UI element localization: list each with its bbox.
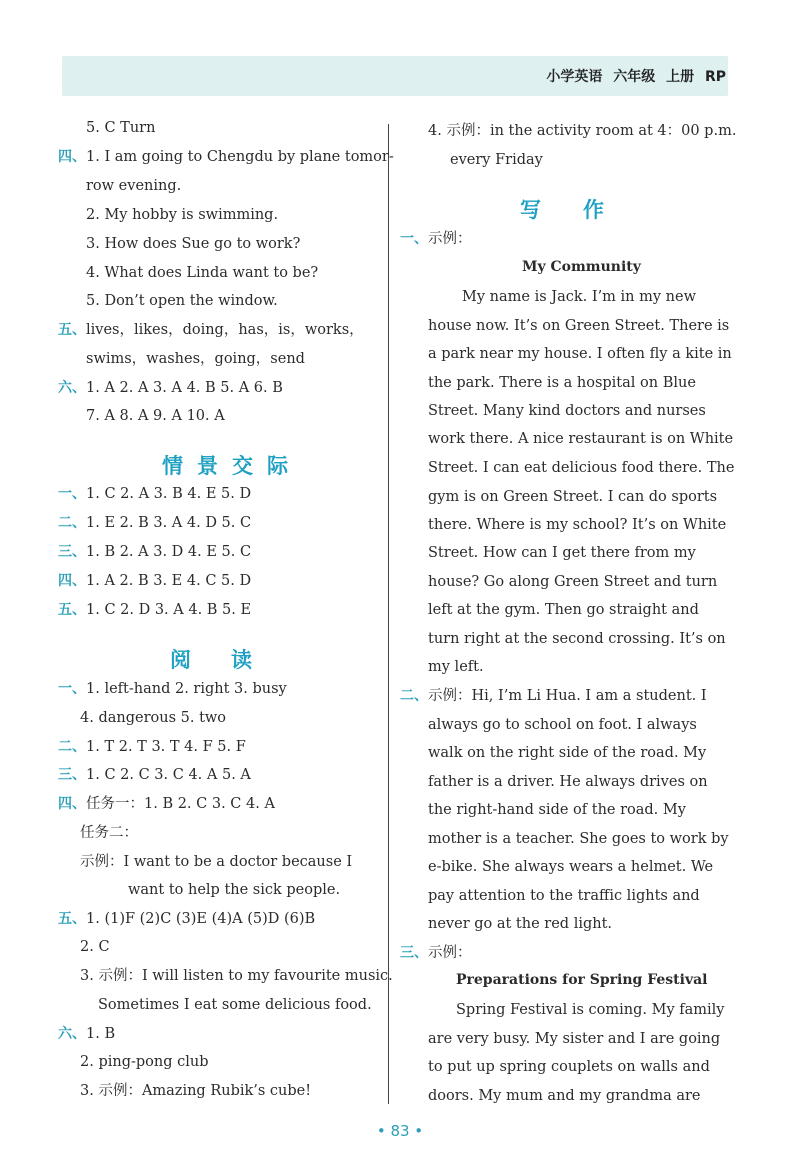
question-marker: 四、 [58,149,86,165]
answer-line: 示例： [428,945,472,961]
answer-line: 任务一：1. B 2. C 3. C 4. A [86,796,275,812]
essay-line: father is a driver. He always drives on [428,774,708,790]
essay-line: Street. How can I get there from my [428,545,696,561]
essay-line: e-bike. She always wears a helmet. We [428,859,714,875]
essay-line: My name is Jack. I’m in my new [462,289,697,305]
question-marker: 三、 [58,544,86,560]
answer-line: 3. 示例：Amazing Rubik’s cube! [80,1083,312,1099]
answer-line: row evening. [86,178,182,194]
essay-line: work there. A nice restaurant is on White [428,431,734,447]
answer-line: 5. C Turn [86,120,156,136]
answer-line: 1. B 2. A 3. D 4. E 5. C [86,544,252,560]
essay-line: there. Where is my school? It’s on White [428,517,727,533]
answer-line: 1. T 2. T 3. T 4. F 5. F [86,739,246,755]
answer-line: 3. How does Sue go to work? [86,236,301,252]
answer-line: 5. Don’t open the window. [86,293,278,309]
book-title: 小学英语 六年级 上册 RP [546,69,726,85]
question-marker: 六、 [58,1026,86,1042]
essay-line: Spring Festival is coming. My family [456,1002,725,1018]
answer-line: 2. ping-pong club [80,1054,209,1070]
answer-line: 任务二： [80,825,138,841]
answer-line: every Friday [450,152,543,168]
answer-line: 1. C 2. D 3. A 4. B 5. E [86,602,252,618]
essay-line: house now. It’s on Green Street. There is [428,318,730,334]
essay-line: always go to school on foot. I always [428,717,697,733]
section-heading: 写作 [520,198,646,222]
essay-line: gym is on Green Street. I can do sports [428,489,718,505]
essay-line: mother is a teacher. She goes to work by [428,831,729,847]
question-marker: 四、 [58,573,86,589]
answer-line: 1. A 2. A 3. A 4. B 5. A 6. B [86,380,283,396]
answer-line: 1. A 2. B 3. E 4. C 5. D [86,573,252,589]
essay-line: turn right at the second crossing. It’s on [428,631,726,647]
essay-line: walk on the right side of the road. My [428,745,707,761]
essay-line: never go at the red light. [428,916,613,932]
answer-line: 2. C [80,939,110,955]
column-divider [388,124,389,1104]
question-marker: 三、 [58,767,86,783]
essay-line: a park near my house. I often fly a kite in [428,346,732,362]
essay-line: doors. My mum and my grandma are [428,1088,701,1104]
essay-line: to put up spring couplets on walls and [428,1059,710,1075]
answer-line: 1. left-hand 2. right 3. busy [86,681,287,697]
question-marker: 二、 [58,515,86,531]
answer-line: want to help the sick people. [128,882,341,898]
question-marker: 五、 [58,322,86,338]
essay-line: the right-hand side of the road. My [428,802,686,818]
answer-line: 1. E 2. B 3. A 4. D 5. C [86,515,252,531]
answer-line: swims，washes，going，send [86,351,305,367]
section-heading: 情景交际 [162,454,302,478]
answer-line: 3. 示例：I will listen to my favourite music. [80,968,393,984]
essay-line: left at the gym. Then go straight and [428,602,699,618]
question-marker: 一、 [58,486,86,502]
essay-line: pay attention to the traffic lights and [428,888,700,904]
essay-line: Street. I can eat delicious food there. The [428,460,735,476]
answer-line: 7. A 8. A 9. A 10. A [86,408,225,424]
essay-title: My Community [522,259,641,275]
question-marker: 一、 [400,231,428,247]
answer-line: 示例：I want to be a doctor because I [80,854,353,870]
page-number: • 83 • [376,1122,424,1140]
question-marker: 四、 [58,796,86,812]
question-marker: 一、 [58,681,86,697]
essay-title: Preparations for Spring Festival [456,972,708,988]
answer-line: 1. B [86,1026,116,1042]
answer-line: Sometimes I eat some delicious food. [98,997,372,1013]
answer-line: 4. 示例：in the activity room at 4：00 p.m. [428,123,737,139]
question-marker: 二、 [58,739,86,755]
answer-line: 4. dangerous 5. two [80,710,227,726]
question-marker: 三、 [400,945,428,961]
answer-line: 4. What does Linda want to be? [86,265,319,281]
question-marker: 五、 [58,602,86,618]
answer-line: 1. I am going to Chengdu by plane tomor- [86,149,394,165]
answer-line: lives，likes，doing，has，is，works， [86,322,364,338]
essay-line: are very busy. My sister and I are going [428,1031,721,1047]
essay-line: the park. There is a hospital on Blue [428,375,696,391]
answer-line: 1. C 2. C 3. C 4. A 5. A [86,767,251,783]
question-marker: 二、 [400,688,428,704]
answer-line: 1. (1)F (2)C (3)E (4)A (5)D (6)B [86,911,316,927]
essay-line: Street. Many kind doctors and nurses [428,403,706,419]
answer-line: 示例： [428,231,472,247]
answer-line: 示例：Hi, I’m Li Hua. I am a student. I [428,688,707,704]
section-heading: 阅读 [170,648,292,672]
answer-line: 2. My hobby is swimming. [86,207,279,223]
essay-line: house? Go along Green Street and turn [428,574,718,590]
answer-line: 1. C 2. A 3. B 4. E 5. D [86,486,252,502]
essay-line: my left. [428,659,484,675]
question-marker: 五、 [58,911,86,927]
question-marker: 六、 [58,380,86,396]
